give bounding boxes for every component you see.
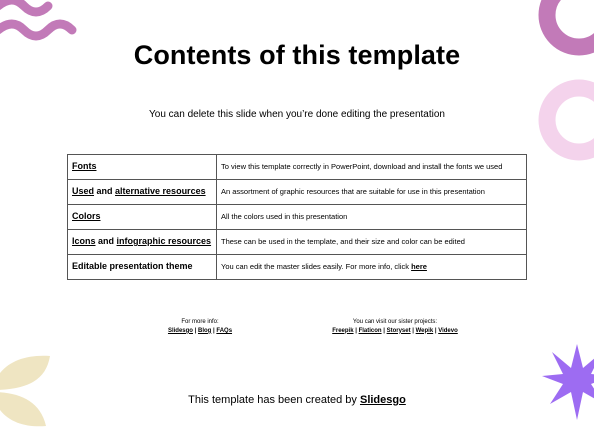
table-row — [68, 180, 527, 205]
link-separator: | — [433, 327, 439, 334]
table-row — [68, 230, 527, 255]
resource-name-cell — [68, 205, 217, 230]
resource-link[interactable]: alternative resources — [115, 186, 206, 197]
footer-link-freepik[interactable]: Freepik — [332, 327, 354, 334]
resource-name-cell — [68, 155, 217, 180]
resource-name-cell — [68, 255, 217, 280]
resource-link[interactable]: infographic resources — [116, 236, 212, 247]
resource-description: To view this template correctly in PowerPoint, download and install the fonts we used — [221, 161, 503, 171]
footer-link-flaticon[interactable]: Flaticon — [358, 327, 382, 334]
link-separator: | — [192, 327, 198, 334]
table-row — [68, 205, 527, 230]
resource-link[interactable]: Used — [72, 186, 95, 197]
resource-description-cell — [217, 205, 527, 230]
footer-more-info — [140, 318, 260, 335]
link-separator: | — [381, 327, 387, 334]
resource-description: You can edit the master slides easily. For more info, click — [221, 261, 412, 271]
resource-description-cell — [217, 180, 527, 205]
resource-description-cell — [217, 255, 527, 280]
footer-more-info-links — [140, 327, 260, 336]
resource-description: All the colors used in this presentation — [221, 211, 348, 221]
link-separator: | — [410, 327, 416, 334]
here-link[interactable]: here — [411, 261, 427, 271]
resource-description-cell — [217, 155, 527, 180]
resource-description: An assortment of graphic resources that are suitable for use in this presentation — [221, 186, 485, 196]
slide-title: Contents of this template — [133, 40, 461, 70]
resource-description-cell — [217, 230, 527, 255]
footer-link-wepik[interactable]: Wepik — [415, 327, 434, 334]
footer-sister-projects-links — [300, 327, 490, 336]
footer-more-info-heading: For more info: — [181, 319, 219, 325]
resource-name-cell — [68, 230, 217, 255]
slide-subtitle: You can delete this slide when you’re done editing the presentation — [149, 109, 445, 120]
resource-joiner: and — [95, 236, 117, 247]
resource-link[interactable]: Colors — [72, 211, 101, 222]
footer-sister-projects-heading: You can visit our sister projects: — [352, 319, 438, 325]
footer-link-videvo[interactable]: Videvo — [438, 327, 458, 334]
footer-sister-projects — [300, 318, 490, 335]
star-shape-decoration — [542, 342, 594, 422]
ring-shape-decoration-light — [534, 75, 594, 165]
table-row — [68, 155, 527, 180]
footer-link-faqs[interactable]: FAQs — [216, 327, 233, 334]
footer-link-blog[interactable]: Blog — [198, 327, 212, 334]
credit-brand-link[interactable]: Slidesgo — [359, 394, 406, 406]
resource-joiner: and — [94, 186, 116, 197]
credit-text: This template has been created by — [188, 394, 360, 406]
contents-table — [67, 154, 527, 280]
resource-link: Editable presentation theme — [72, 261, 193, 272]
leaf-shape-decoration — [0, 350, 58, 430]
table-row — [68, 255, 527, 280]
footer-link-slidesgo[interactable]: Slidesgo — [167, 327, 193, 334]
resource-link[interactable]: Icons — [72, 236, 96, 247]
footer-link-storyset[interactable]: Storyset — [386, 327, 411, 334]
link-separator: | — [353, 327, 359, 334]
link-separator: | — [211, 327, 217, 334]
resource-link[interactable]: Fonts — [72, 161, 97, 172]
template-credit — [0, 394, 594, 406]
resource-name-cell — [68, 180, 217, 205]
wave-shape-decoration — [0, 0, 78, 44]
resource-description: These can be used in the template, and their size and color can be edited — [221, 236, 465, 246]
